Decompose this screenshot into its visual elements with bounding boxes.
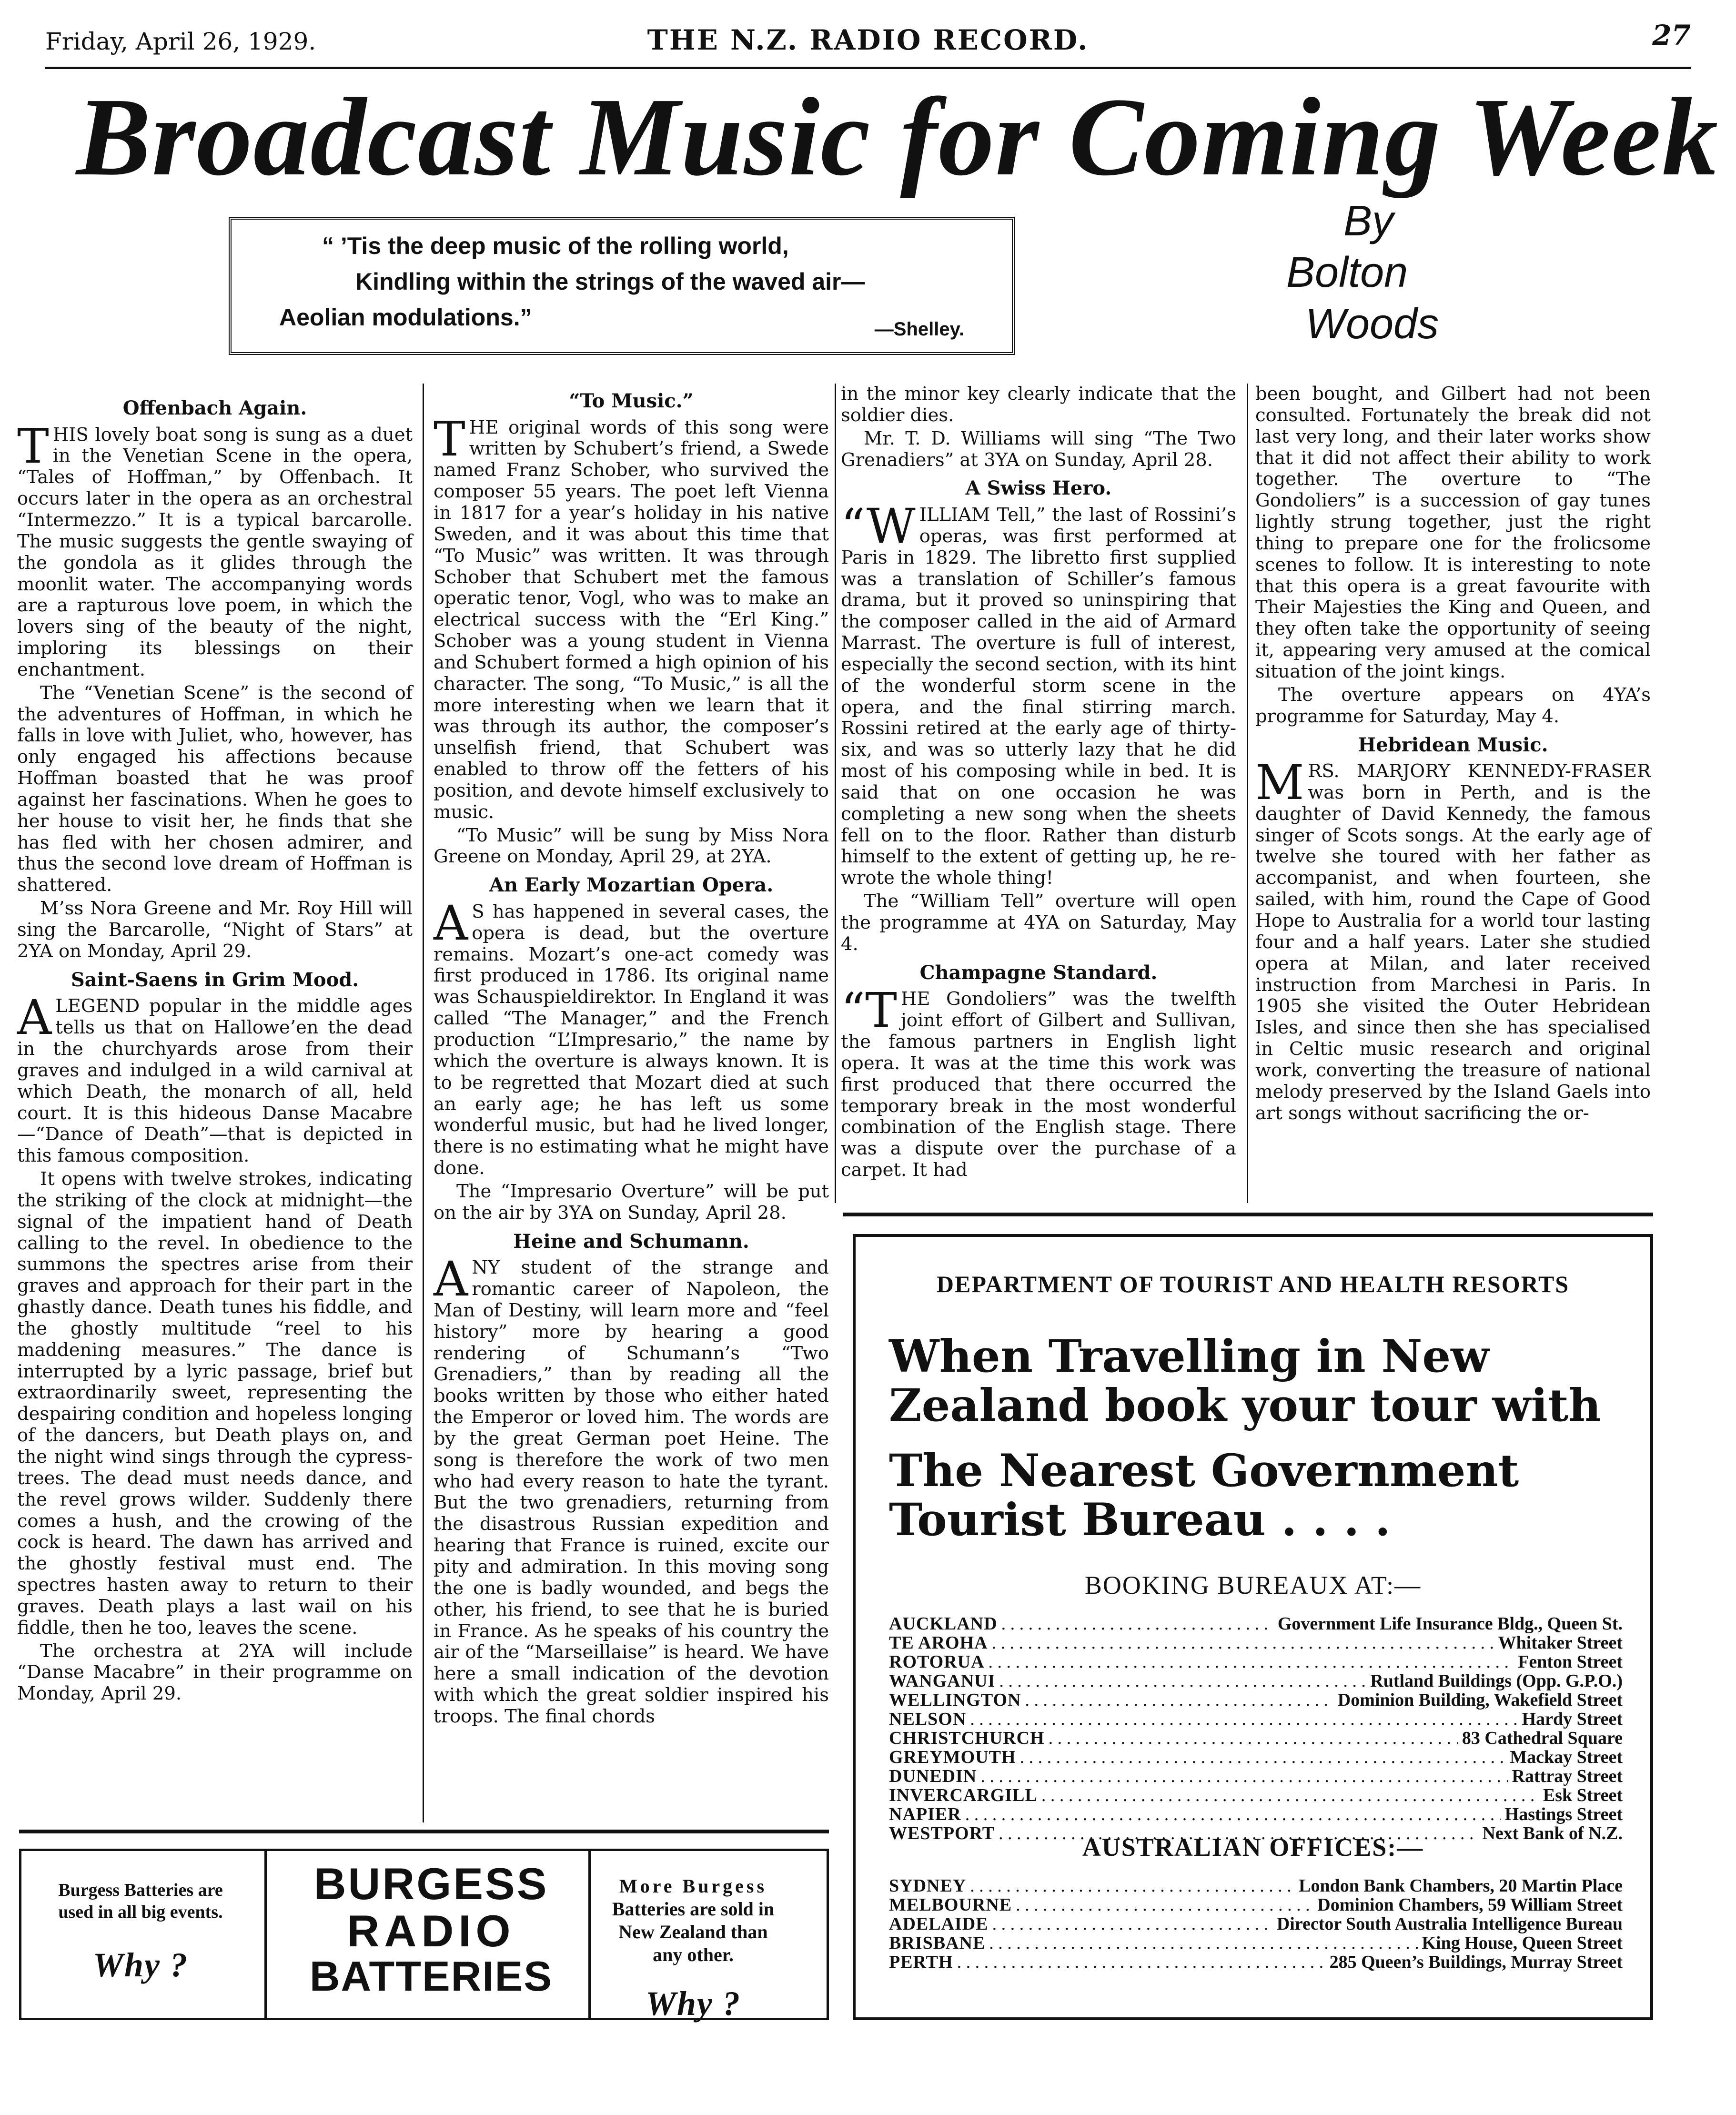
section-heading: An Early Mozartian Opera. <box>489 874 774 897</box>
leader-dots <box>989 1651 1514 1672</box>
leader-dots <box>1025 1690 1333 1710</box>
bureau-city: WANGANUI <box>889 1671 996 1691</box>
leader-dots <box>992 1632 1494 1653</box>
bureau-address: Fenton Street <box>1518 1652 1623 1672</box>
section-heading: Champagne Standard. <box>919 961 1158 984</box>
paragraph: MRS. MARJORY KENNEDY-FRASER was born in Perth, and is the daughter of David Kennedy, the famous singer of Scots songs. At the early age of twelve she toured with her father as accompanist, and when fourteen, she sailed, with him, round the Cape of Good Hope to Australia for a world tour lasting four and a half years. Later she studied opera at Milan, and later received instruction from Marchesi in Paris. In 1905 she visited the Outer Hebridean Isles, and since then she has specialised in Celtic music research and original work, converting the treasure of national melody preserved by the Island Gaels into art songs without sacrificing the or- <box>1255 755 1651 1124</box>
leader-dots <box>1041 1785 1539 1806</box>
paragraph: “THE Gondoliers” was the twelfth joint effort of Gilbert and Sullivan, the famous partners in English light opera. It was at the time this work was first produced that there occurred the temporary break in the most wonderful combination of the English stage. There was a dispute over the purchase of a carpet. It had <box>841 982 1236 1181</box>
brand-line: BURGESS <box>313 1859 549 1909</box>
advert-divider <box>588 1851 591 2018</box>
bureau-address: Esk Street <box>1543 1785 1623 1805</box>
paragraph: The orchestra at 2YA will include “Danse Macabre” in their programme on Monday, April 29. <box>17 1640 413 1705</box>
article-column-3 <box>841 384 1236 1183</box>
leader-dots <box>1016 1894 1313 1915</box>
ad-separator-rule <box>843 1213 1653 1216</box>
bureau-address: Whitaker Street <box>1498 1633 1623 1653</box>
leader-dots <box>1049 1728 1458 1749</box>
drop-cap: “T <box>841 982 897 1039</box>
bureau-row <box>889 1690 1623 1709</box>
bureau-address: Rattray Street <box>1512 1766 1623 1786</box>
leader-dots <box>999 1670 1366 1691</box>
brand-line: RADIO <box>347 1905 515 1956</box>
bureau-row <box>889 1632 1623 1651</box>
office-address: Dominion Chambers, 59 William Street <box>1317 1895 1623 1915</box>
bureau-address: Mackay Street <box>1510 1747 1623 1767</box>
advert-right-text: Batteries are sold in New Zealand than any other. <box>612 1898 775 1965</box>
advert-divider <box>264 1851 267 2018</box>
advert-headline: When Travelling in New Zealand book your tour with <box>889 1330 1601 1432</box>
booking-heading: BOOKING BUREAUX AT:— <box>1084 1571 1422 1599</box>
paragraph: M’ss Nora Greene and Mr. Roy Hill will sing the Barcarolle, “Night of Stars” at 2YA on Monday, April 29. <box>17 898 413 962</box>
bureau-address: Government Life Insurance Bldg., Queen St. <box>1277 1614 1623 1634</box>
bureau-row <box>889 1747 1623 1766</box>
page-number: 27 <box>1652 19 1691 51</box>
section-heading: A Swiss Hero. <box>965 477 1112 500</box>
leader-dots <box>989 1933 1418 1953</box>
paragraph: The overture appears on 4YA’s programme for Saturday, May 4. <box>1255 684 1651 727</box>
bureau-row <box>889 1804 1623 1823</box>
bureau-address: Hardy Street <box>1522 1709 1623 1729</box>
byline-last-name: Woods <box>1305 300 1439 348</box>
advert-left-text: Burgess Batteries are used in all big events. <box>58 1880 223 1922</box>
paragraph: ALEGEND popular in the middle ages tells us that on Hallowe’en the dead in the churchyards arose from their graves and indulged in a wild carnival at which Death, the monarch of all, held court. It is this hideous Danse Macabre—“Dance of Death”—that is depicted in this famous composition. <box>17 990 413 1167</box>
bureau-row <box>889 1728 1623 1747</box>
page-headline: Broadcast Music for Coming Week <box>76 75 1719 199</box>
bureau-city: NELSON <box>889 1709 967 1729</box>
bureau-city: DUNEDIN <box>889 1766 977 1786</box>
column-divider <box>423 384 424 1822</box>
bureau-row <box>889 1670 1623 1690</box>
bureau-row <box>889 1651 1623 1670</box>
bureau-city: AUCKLAND <box>889 1614 998 1634</box>
bureau-address: Next Bank of N.Z. <box>1482 1823 1623 1843</box>
office-city: PERTH <box>889 1952 953 1972</box>
bureau-row <box>889 1766 1623 1785</box>
bureau-city: WELLINGTON <box>889 1690 1021 1710</box>
leader-dots <box>970 1709 1518 1730</box>
office-city: SYDNEY <box>889 1876 967 1896</box>
advert-left-panel <box>50 1880 231 1986</box>
epigraph-line: Aeolian modulations.” <box>279 304 532 331</box>
author-byline <box>1286 195 1439 350</box>
brand-line: BATTERIES <box>309 1953 553 2000</box>
paragraph: It opens with twelve strokes, indicating the striking of the clock at midnight—the signal of the impatient hand of Death calling to the revel. In obedience to the summons the spectres arise from their graves and approach for their part in the ghastly dance. Death tunes his fiddle, and the ghostly multitude “reel to his maddening measures.” The dance is interrupted by a lyric passage, brief but extraordinarily sweet, representing the despairing condition and hopeless longing of the dancers, but Death plays on, and the night wind sings through the cypress-trees. The dead must needs dance, and the revel grows wilder. Suddenly there comes a hush, and the crowing of the cock is heard. The dawn has arrived and the ghostly festival must end. The spectres hasten away to return to their graves. Death plays a last wail on his fiddle, then he too, leaves the scene. <box>17 1168 413 1639</box>
office-city: ADELAIDE <box>889 1914 989 1934</box>
leader-dots <box>980 1766 1508 1787</box>
bureau-address: Rutland Buildings (Opp. G.P.O.) <box>1370 1671 1623 1691</box>
drop-cap: T <box>434 411 465 467</box>
epigraph-line: “ ’Tis the deep music of the rolling world, <box>322 233 789 259</box>
advert-department: DEPARTMENT OF TOURIST AND HEALTH RESORTS <box>936 1271 1570 1297</box>
advert-brand <box>298 1861 565 1999</box>
bureau-city: TE AROHA <box>889 1633 988 1653</box>
leader-dots <box>1001 1613 1274 1634</box>
section-heading: Offenbach Again. <box>122 397 307 419</box>
advert-why: Why ? <box>92 1946 189 1984</box>
paragraph: THIS lovely boat song is sung as a duet in the Venetian Scene in the opera, “Tales of Hoffman,” by Offenbach. It occurs later in the opera as an orchestral “Intermezzo.” It is a typical barcarolle. The music suggests the gentle swaying of the gondola as it glides through the moonlit water. The accompanying words are a rapturous love poem, in which the lovers sing of the beauty of the night, imploring its blessings on their enchantment. <box>17 418 413 680</box>
drop-cap: M <box>1255 755 1304 811</box>
section-heading: “To Music.” <box>569 390 694 412</box>
paragraph: ANY student of the strange and romantic career of Napoleon, the Man of Destiny, will learn more and “feel history” more by hearing a good rendering of Schumann’s “Two Grenadiers,” than by reading all the books written by those who either hated the Emperor or loved him. The words are by the great German poet Heine. The song is therefore the work of two men who had every reason to hate the tyrant. But the two grenadiers, returning from the disastrous Russian expedition and hearing that France is ruined, excite our pity and admiration. In this moving song the one is badly wounded, and begs the other, his friend, to see that he is buried in France. As he speaks of his country the air of the “Marseillaise” is heard. We have here a small indication of the devotion with which the great soldier inspired his troops. The final chords <box>434 1251 829 1727</box>
article-column-2 <box>434 384 829 1730</box>
office-row <box>889 1875 1623 1894</box>
drop-cap: T <box>17 418 49 474</box>
epigraph-box <box>229 217 1015 355</box>
office-row <box>889 1933 1623 1952</box>
section-heading: Saint-Saens in Grim Mood. <box>71 968 359 991</box>
office-address: 285 Queen’s Buildings, Murray Street <box>1329 1952 1623 1972</box>
paper-title: THE N.Z. RADIO RECORD. <box>647 24 1089 56</box>
byline-by: By <box>1343 197 1394 245</box>
paragraph: “WILLIAM Tell,” the last of Rossini’s operas, was first performed at Paris in 1829. The libretto first supplied was a translation of Schiller’s famous drama, but it proved so uninspiring that the composer called in the aid of Armard Marrast. The overture is full of interest, especially the second section, with its hint of the wonderful storm scene in the opera, and the final stirring march. Rossini retired at the early age of thirty-six, and was so utterly lazy that he did most of his composing while in bed. It is said that on one occasion he was completing a new song when the sheets fell on to the floor. Rather than disturb himself to the extent of getting up, he re-wrote the whole thing! <box>841 498 1236 889</box>
office-address: King House, Queen Street <box>1422 1933 1623 1953</box>
office-row <box>889 1894 1623 1913</box>
drop-cap: A <box>434 1251 468 1307</box>
section-heading: Hebridean Music. <box>1358 733 1548 756</box>
bureau-row <box>889 1785 1623 1804</box>
bureaux-list <box>889 1613 1623 1842</box>
bureau-address: Dominion Building, Wakefield Street <box>1337 1690 1623 1710</box>
bureau-city: CHRISTCHURCH <box>889 1728 1045 1748</box>
paragraph: THE original words of this song were written by Schubert’s friend, a Swede named Franz Schober, who survived the composer 55 years. The poet left Vienna in 1817 for a year’s holiday in his native Sweden, and it was about this time that “To Music” was written. It was through Schober that Schubert met the famous operatic tenor, Vogl, who was to make an electrical success with the “Erl King.” Schober was a young student in Vienna and Schubert formed a high opinion of his character. The song, “To Music,” is all the more interesting when we learn that it was through its author, the composer’s unselfish friend, that Schubert was enabled to throw off the fetters of his position, and devote himself exclusively to music. <box>434 411 829 823</box>
byline-first-name: Bolton <box>1286 249 1408 296</box>
section-heading: Heine and Schumann. <box>513 1230 749 1253</box>
epigraph-attribution: —Shelley. <box>874 319 964 340</box>
paragraph: The “Venetian Scene” is the second of the adventures of Hoffman, in which he falls in love with Juliet, who, however, has only engaged his affections because Hoffman boasted that he was proof against her fascinations. When he goes to her house to visit her, he finds that she has fled with her chosen admirer, and thus the second love dream of Hoffman is shattered. <box>17 682 413 896</box>
masthead <box>45 14 1691 69</box>
paragraph: Mr. T. D. Williams will sing “The Two Grenadiers” at 3YA on Sunday, April 28. <box>841 427 1236 471</box>
bureau-address: 83 Cathedral Square <box>1462 1728 1623 1748</box>
column-divider <box>835 384 836 1203</box>
epigraph-line: Kindling within the strings of the waved air— <box>355 268 865 295</box>
drop-cap: A <box>434 895 468 951</box>
australian-heading: AUSTRALIAN OFFICES:— <box>1082 1833 1424 1862</box>
leader-dots <box>965 1804 1501 1825</box>
bureau-city: GREYMOUTH <box>889 1747 1016 1767</box>
bureau-city: NAPIER <box>889 1804 961 1824</box>
leader-dots <box>1020 1747 1506 1768</box>
bureau-city: ROTORUA <box>889 1652 985 1672</box>
drop-cap: A <box>17 990 52 1046</box>
office-city: BRISBANE <box>889 1933 986 1953</box>
office-row <box>889 1913 1623 1933</box>
advert-why: Why ? <box>645 1984 741 2023</box>
article-column-1 <box>17 391 413 1707</box>
advert-headline: The Nearest Government Tourist Bureau . . . . <box>889 1445 1519 1547</box>
bureau-address: Hastings Street <box>1504 1804 1623 1824</box>
bureau-city: WESTPORT <box>889 1823 995 1843</box>
leader-dots <box>957 1952 1326 1973</box>
bureau-city: INVERCARGILL <box>889 1785 1038 1805</box>
office-address: Director South Australia Intelligence Bureau <box>1276 1914 1623 1934</box>
paragraph: “To Music” will be sung by Miss Nora Greene on Monday, April 29, at 2YA. <box>434 824 829 868</box>
office-city: MELBOURNE <box>889 1895 1012 1915</box>
advert-right-panel <box>603 1875 784 2024</box>
office-row <box>889 1952 1623 1971</box>
paragraph: A S has happened in several cases, the opera is dead, but the overture remains. Mozart’s one-act comedy was first produced in 1786. Its original name was Schauspieldirektor. In England it was called “The Manager,” and the French production “L’Impresario,” the name by which the overture is always known. It is to be regretted that Mozart died at such an early age; he has left us some wonderful music, but had he lived longer, there is no estimating what he might have done. <box>434 895 829 1179</box>
drop-cap: “W <box>841 498 916 554</box>
office-address: London Bank Chambers, 20 Martin Place <box>1299 1876 1623 1896</box>
bureau-row <box>889 1613 1623 1632</box>
paragraph: in the minor key clearly indicate that the soldier dies. <box>841 383 1236 426</box>
article-column-4 <box>1255 384 1651 1126</box>
leader-dots <box>970 1875 1295 1896</box>
paragraph: The “Impresario Overture” will be put on the air by 3YA on Sunday, April 28. <box>434 1180 829 1224</box>
ad-separator-rule <box>19 1830 829 1833</box>
paragraph: The “William Tell” overture will open the programme at 4YA on Saturday, May 4. <box>841 891 1236 955</box>
advert-right-text: More Burgess <box>619 1875 767 1897</box>
bureau-row <box>889 1709 1623 1728</box>
column-divider <box>1247 384 1248 1203</box>
tourist-bureau-advert <box>853 1234 1653 2020</box>
australian-offices-list <box>889 1875 1623 1971</box>
issue-date: Friday, April 26, 1929. <box>45 28 316 55</box>
paragraph: been bought, and Gilbert had not been consulted. Fortunately the break did not last very long, and their later works show that it did not affect their ability to work together. The overture to “The Gondoliers” is a succession of gay tunes lightly strung together, just the right thing to prepare one for the frolicsome scenes to follow. It is interesting to note that this opera is a great favourite with Their Majesties the King and Queen, and they often take the opportunity of seeing it, appearing very amused at the comical situation of the joint kings. <box>1255 383 1651 682</box>
burgess-batteries-advert <box>19 1849 829 2023</box>
leader-dots <box>992 1913 1273 1934</box>
